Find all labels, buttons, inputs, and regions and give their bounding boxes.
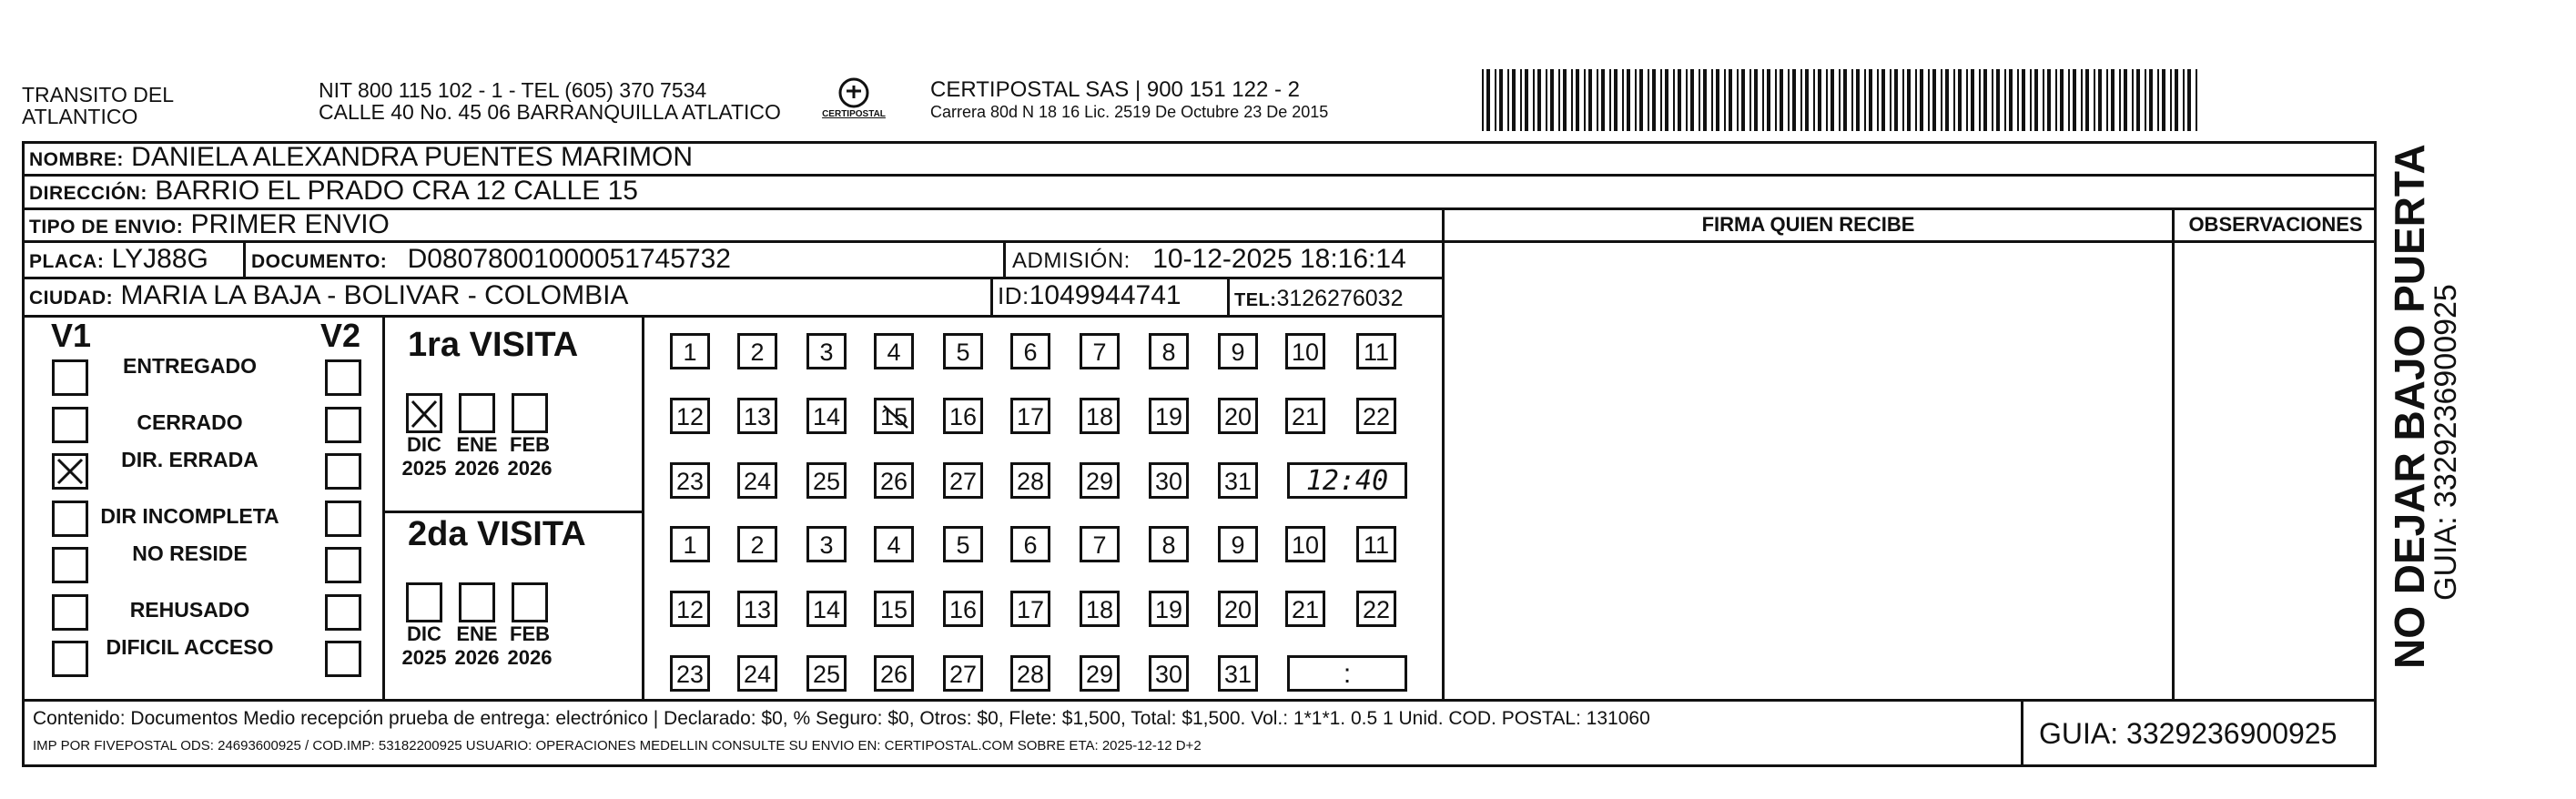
firma-header: FIRMA QUIEN RECIBE	[1701, 213, 1915, 236]
second-visit-day-box[interactable]: 11	[1356, 526, 1396, 562]
second-visit-month-checkbox[interactable]	[459, 582, 495, 622]
divider	[1442, 240, 2377, 243]
divider	[22, 315, 1442, 318]
first-visit-day-box[interactable]: 23	[670, 462, 710, 499]
second-visit-day-box[interactable]: 1	[670, 526, 710, 562]
observaciones-header: OBSERVACIONES	[2188, 213, 2363, 236]
first-visit-month-checkbox[interactable]	[459, 393, 495, 433]
first-visit-month-checkbox[interactable]	[512, 393, 548, 433]
courier-name: CERTIPOSTAL SAS | 900 151 122 - 2	[930, 77, 1300, 102]
month-name: DIC	[407, 433, 441, 456]
recipient-tel: 3126276032	[1276, 286, 1404, 311]
document-number: D08078001000051745732	[407, 244, 731, 274]
tel-label: TEL:	[1234, 290, 1277, 310]
second-visit-day-box[interactable]: 26	[874, 655, 914, 692]
second-visit-day-box[interactable]: 6	[1010, 526, 1050, 562]
first-visit-time-box[interactable]: 12:40	[1287, 462, 1407, 499]
courier-address: Carrera 80d N 18 16 Lic. 2519 De Octubre 23 De 2015	[930, 103, 1329, 121]
status-label: DIR. ERRADA	[121, 448, 259, 471]
first-visit-day-box[interactable]: 24	[737, 462, 777, 499]
second-visit-day-box[interactable]: 16	[943, 591, 983, 627]
divider	[382, 315, 385, 699]
v2-checkbox[interactable]	[325, 359, 361, 396]
city-row	[29, 281, 628, 313]
month-year: 2026	[454, 646, 500, 669]
divider	[382, 511, 642, 513]
second-visit-day-box[interactable]: 13	[737, 591, 777, 627]
nombre-label: NOMBRE:	[29, 149, 124, 170]
footer-meta: IMP POR FIVEPOSTAL ODS: 24693600925 / COD.IMP: 53182200925 USUARIO: OPERACIONES MEDELLIN CONSULTE SU ENVIO EN: CERTIPOSTAL.COM SOBRE ETA: 2025-12-12 D+2	[33, 738, 1202, 753]
first-visit-month-label	[395, 433, 453, 480]
first-visit-day-box[interactable]: 25	[806, 462, 847, 499]
second-visit-day-box[interactable]: 28	[1010, 655, 1050, 692]
day-check-mark	[880, 402, 911, 431]
first-visit-day-box[interactable]: 7	[1080, 333, 1120, 369]
nit-line: NIT 800 115 102 - 1 - TEL (605) 370 7534	[319, 78, 707, 102]
divider	[2172, 207, 2175, 699]
shipment-type: PRIMER ENVIO	[190, 209, 390, 239]
status-label: DIFICIL ACCESO	[106, 635, 274, 659]
recipient-name-row	[29, 143, 693, 175]
admision-label: ADMISIÓN:	[1012, 248, 1131, 273]
sender-info	[319, 79, 781, 123]
id-row	[998, 281, 1182, 310]
month-year: 2025	[401, 646, 447, 669]
second-visit-day-box[interactable]: 25	[806, 655, 847, 692]
second-visit-day-box[interactable]: 9	[1218, 526, 1258, 562]
first-visit-day-box[interactable]: 12	[670, 398, 710, 434]
city: MARIA LA BAJA - BOLIVAR - COLOMBIA	[120, 280, 629, 310]
second-visit-month-label	[501, 622, 559, 670]
divider	[2021, 699, 2023, 767]
first-visit-title: 1ra VISITA	[408, 326, 579, 364]
first-visit-day-box[interactable]: 19	[1149, 398, 1189, 434]
second-visit-day-box[interactable]: 5	[943, 526, 983, 562]
v2-checkbox[interactable]	[325, 641, 361, 677]
divider	[642, 315, 644, 699]
recipient-address: BARRIO EL PRADO CRA 12 CALLE 15	[155, 176, 638, 206]
month-year: 2025	[401, 457, 447, 480]
month-year: 2026	[454, 457, 500, 480]
second-visit-day-box[interactable]: 27	[943, 655, 983, 692]
side-warning: NO DEJAR BAJO PUERTA	[2386, 144, 2433, 669]
courier-info	[930, 78, 1328, 122]
second-visit-day-box[interactable]: 14	[806, 591, 847, 627]
v2-checkbox[interactable]	[325, 594, 361, 631]
first-visit-day-box[interactable]: 8	[1149, 333, 1189, 369]
status-label: DIR INCOMPLETA	[100, 503, 279, 528]
first-visit-day-box[interactable]: 26	[874, 462, 914, 499]
status-label: REHUSADO	[129, 597, 250, 622]
first-visit-day-box[interactable]: 10	[1285, 333, 1325, 369]
courier-logo-text: CERTIPOSTAL	[822, 109, 886, 119]
first-visit-day-box[interactable]: 29	[1080, 462, 1120, 499]
second-visit-day-box[interactable]: 17	[1010, 591, 1050, 627]
divider	[243, 240, 246, 277]
first-visit-month-label	[448, 433, 506, 480]
shipment-type-row	[29, 210, 390, 242]
tel-row	[1234, 284, 1403, 315]
plate-row	[29, 245, 208, 277]
footer-content: Contenido: Documentos Medio recepción prueba de entrega: electrónico | Declarado: $0, % Seguro: $0, Otros: $0, Flete: $1,500, Total: $1,500. Vol.: 1*1*1. 0.5 1 Unid. COD. POSTAL: 131060	[33, 708, 1650, 729]
status-label: ENTREGADO	[123, 354, 257, 378]
second-visit-day-box[interactable]: 8	[1149, 526, 1189, 562]
first-visit-day-box[interactable]: 5	[943, 333, 983, 369]
month-name: DIC	[407, 622, 441, 645]
barcode	[1482, 69, 2201, 131]
tipo-label: TIPO DE ENVIO:	[29, 217, 184, 238]
month-name: FEB	[510, 622, 550, 645]
document-row	[251, 245, 731, 277]
second-visit-day-box[interactable]: 29	[1080, 655, 1120, 692]
first-visit-month-checkbox[interactable]	[406, 393, 442, 433]
sender-line1: TRANSITO DEL	[22, 83, 174, 106]
first-visit-day-box[interactable]: 4	[874, 333, 914, 369]
second-visit-month-checkbox[interactable]	[512, 582, 548, 622]
second-visit-day-box[interactable]: 23	[670, 655, 710, 692]
second-visit-day-box[interactable]: 31	[1218, 655, 1258, 692]
sender-line2: ATLANTICO	[22, 105, 138, 128]
footer-guia: GUIA: 3329236900925	[2039, 717, 2338, 750]
second-visit-day-box[interactable]: 2	[737, 526, 777, 562]
month-year: 2026	[507, 457, 553, 480]
v1-header: V1	[51, 317, 92, 354]
status-label: CERRADO	[137, 410, 243, 434]
first-visit-day-box[interactable]: 9	[1218, 333, 1258, 369]
second-visit-day-box[interactable]: 21	[1285, 591, 1325, 627]
first-visit-day-box[interactable]: 3	[806, 333, 847, 369]
placa-label: PLACA:	[29, 251, 105, 272]
first-visit-day-box[interactable]: 31	[1218, 462, 1258, 499]
second-visit-day-box[interactable]: 19	[1149, 591, 1189, 627]
divider	[990, 277, 993, 315]
admission-row	[1012, 245, 1406, 276]
courier-logo	[813, 75, 895, 126]
recipient-id: 1049944741	[1029, 280, 1182, 310]
v2-header: V2	[320, 317, 361, 354]
first-visit-day-box[interactable]: 27	[943, 462, 983, 499]
day-number: 15	[879, 403, 908, 430]
first-visit-day-box[interactable]: 20	[1218, 398, 1258, 434]
address-row	[29, 177, 638, 208]
first-visit-day-box[interactable]: 18	[1080, 398, 1120, 434]
first-visit-day-box[interactable]	[874, 398, 914, 434]
first-visit-day-box[interactable]: 22	[1356, 398, 1396, 434]
first-visit-day-box[interactable]: 2	[737, 333, 777, 369]
recipient-name: DANIELA ALEXANDRA PUENTES MARIMON	[131, 142, 694, 172]
second-visit-day-box[interactable]: 3	[806, 526, 847, 562]
second-visit-time-box[interactable]: :	[1287, 655, 1407, 692]
month-year: 2026	[507, 646, 553, 669]
first-visit-day-box[interactable]: 28	[1010, 462, 1050, 499]
second-visit-month-checkbox[interactable]	[406, 582, 442, 622]
divider	[1227, 277, 1230, 315]
second-visit-month-label	[448, 622, 506, 670]
sender-address: CALLE 40 No. 45 06 BARRANQUILLA ATLATICO	[319, 100, 781, 124]
second-visit-title: 2da VISITA	[408, 515, 586, 553]
first-visit-day-box[interactable]: 17	[1010, 398, 1050, 434]
first-visit-day-box[interactable]: 30	[1149, 462, 1189, 499]
first-visit-day-box[interactable]: 6	[1010, 333, 1050, 369]
v2-checkbox[interactable]	[325, 453, 361, 490]
first-visit-day-box[interactable]: 11	[1356, 333, 1396, 369]
second-visit-day-box[interactable]: 15	[874, 591, 914, 627]
second-visit-day-box[interactable]: 7	[1080, 526, 1120, 562]
second-visit-day-box[interactable]: 30	[1149, 655, 1189, 692]
documento-label: DOCUMENTO:	[251, 251, 388, 272]
second-visit-day-box[interactable]: 24	[737, 655, 777, 692]
plate-number: LYJ88G	[111, 244, 208, 274]
side-guia: GUIA: 3329236900925	[2429, 284, 2463, 601]
id-label: ID:	[998, 282, 1029, 309]
v2-checkbox[interactable]	[325, 501, 361, 537]
second-visit-day-box[interactable]: 4	[874, 526, 914, 562]
status-label: NO RESIDE	[132, 541, 248, 565]
month-name: ENE	[456, 433, 498, 456]
first-visit-month-label	[501, 433, 559, 480]
second-visit-month-label	[395, 622, 453, 670]
first-visit-day-box[interactable]: 14	[806, 398, 847, 434]
direccion-label: DIRECCIÓN:	[29, 183, 147, 204]
first-visit-day-box[interactable]: 16	[943, 398, 983, 434]
first-visit-day-box[interactable]: 21	[1285, 398, 1325, 434]
admission-date: 10-12-2025 18:16:14	[1152, 244, 1406, 274]
sender-name	[22, 84, 174, 127]
second-visit-day-box[interactable]: 22	[1356, 591, 1396, 627]
second-visit-day-box[interactable]: 20	[1218, 591, 1258, 627]
divider	[1442, 207, 1445, 699]
barcode-icon	[1482, 69, 2201, 131]
first-visit-day-box[interactable]: 13	[737, 398, 777, 434]
second-visit-day-box[interactable]: 18	[1080, 591, 1120, 627]
second-visit-day-box[interactable]: 12	[670, 591, 710, 627]
v2-checkbox[interactable]	[325, 547, 361, 583]
divider	[1003, 240, 1006, 277]
month-name: FEB	[510, 433, 550, 456]
v2-checkbox[interactable]	[325, 407, 361, 443]
second-visit-day-box[interactable]: 10	[1285, 526, 1325, 562]
first-visit-day-box[interactable]: 1	[670, 333, 710, 369]
ciudad-label: CIUDAD:	[29, 288, 114, 308]
month-name: ENE	[456, 622, 498, 645]
